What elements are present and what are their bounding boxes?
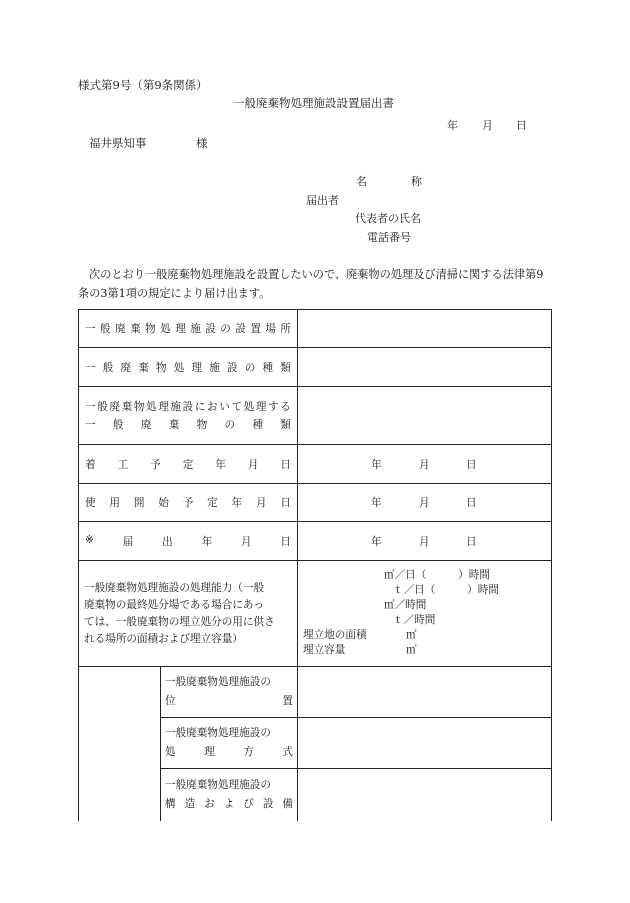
notification-table — [78, 309, 552, 821]
value-start-date[interactable] — [298, 445, 552, 484]
row-label-filing-date — [79, 522, 298, 561]
addressee-suffix: 様 — [196, 136, 208, 150]
landfill-volume-label: 埋立容量 — [303, 644, 346, 656]
row-label-facility-type — [79, 348, 298, 387]
label-char: 処 — [160, 323, 171, 335]
filing-year: 年 — [371, 535, 382, 548]
sub-label-method — [161, 718, 298, 769]
label-char: 始 — [158, 497, 169, 509]
label-waste-type-line-1 — [85, 398, 291, 416]
label-char: 処 — [173, 361, 185, 374]
value-location[interactable] — [298, 310, 552, 348]
use-month: 月 — [419, 497, 430, 509]
value-structure[interactable] — [298, 769, 552, 821]
row-label-capacity — [79, 561, 298, 667]
value-filing-date[interactable] — [298, 522, 552, 561]
label-char: よ — [223, 797, 235, 810]
label-char: 物 — [133, 400, 145, 413]
applicant-name-label-2: 称 — [411, 175, 422, 188]
value-waste-type[interactable] — [298, 387, 552, 445]
label-char: 設 — [182, 400, 194, 413]
label-char: の — [224, 418, 236, 431]
value-use-date[interactable] — [298, 484, 552, 522]
filing-month: 月 — [419, 535, 430, 548]
label-waste-type-line-2 — [85, 416, 291, 434]
label-char: 処 — [146, 400, 157, 413]
label-char: 構 — [165, 797, 176, 810]
applicant-label: 届出者 — [306, 194, 339, 207]
applicant-name-label-1: 名 — [356, 175, 367, 188]
label-location — [85, 321, 291, 336]
date-month: 月 — [482, 119, 493, 132]
label-char: お — [204, 797, 215, 810]
table-row — [79, 522, 552, 561]
label-char: 般 — [97, 400, 108, 413]
date-year: 年 — [447, 119, 458, 132]
label-char: い — [219, 400, 230, 413]
label-char: 設 — [262, 797, 274, 810]
form-number: 様式第9号（第9条関係） — [78, 78, 208, 92]
row-label-location — [79, 310, 298, 348]
representative-label: 代表者の氏名 — [355, 212, 421, 225]
page-title: 一般廃棄物処理施設設置届出書 — [233, 96, 394, 110]
label-char: 施 — [190, 323, 201, 335]
row-label-waste-type — [79, 387, 298, 445]
value-position[interactable] — [298, 667, 552, 718]
label-char: 予 — [150, 458, 161, 471]
label-char: 月 — [240, 535, 252, 548]
table-row — [79, 445, 552, 484]
filing-day: 日 — [466, 535, 477, 548]
table-row — [79, 667, 552, 718]
label-char: 位 — [165, 695, 176, 707]
label-char: 理 — [204, 746, 215, 758]
label-char: 物 — [196, 418, 208, 431]
sub-structure-line-1: 一般廃棄物処理施設の — [165, 778, 271, 791]
start-day: 日 — [466, 458, 477, 471]
value-method[interactable] — [298, 718, 552, 769]
label-char: 使 — [85, 497, 96, 509]
label-char: 定 — [182, 458, 194, 471]
table-row — [79, 561, 552, 667]
addressee-name: 福井県知事 — [89, 136, 147, 150]
label-char: 月 — [255, 497, 267, 509]
label-char: 理 — [191, 361, 203, 374]
table-row — [79, 387, 552, 445]
label-char: 年 — [231, 497, 243, 509]
label-use-date — [85, 495, 291, 510]
row-label-use-date — [79, 484, 298, 522]
landfill-area-unit: ㎡ — [406, 629, 417, 641]
label-char: 所 — [280, 323, 291, 335]
use-year: 年 — [371, 497, 382, 509]
label-char: す — [268, 400, 279, 413]
label-char: 日 — [280, 497, 291, 509]
label-char: 処 — [165, 746, 176, 758]
label-char: 類 — [280, 418, 291, 431]
label-char: 一 — [85, 418, 96, 431]
label-char: 施 — [170, 400, 182, 413]
label-char: 廃 — [115, 323, 126, 335]
capacity-line-4: れる場所の面積および埋立容量） — [84, 632, 243, 645]
capacity-line-3: ては、一般廃棄物の埋立処分の用に供さ — [84, 615, 275, 628]
label-char: 施 — [209, 361, 220, 374]
label-char: の — [244, 361, 256, 374]
label-char: 置 — [250, 323, 261, 335]
label-char: て — [231, 400, 243, 413]
label-char: 棄 — [121, 400, 133, 413]
label-char: 方 — [243, 746, 254, 758]
label-facility-type — [85, 360, 291, 375]
label-char: る — [280, 400, 291, 413]
label-char: 着 — [85, 458, 96, 471]
label-char: 開 — [133, 497, 145, 509]
sub-label-structure — [161, 769, 298, 821]
capacity-m3-hour: ㎥／時間 — [384, 599, 427, 611]
label-method-line-2 — [165, 743, 293, 762]
table-row — [79, 310, 552, 348]
label-char: 設 — [227, 361, 238, 374]
capacity-line-2: 廃棄物の最終処分場である場合にあっ — [84, 598, 264, 611]
label-char: ※ — [85, 533, 94, 546]
label-char: 届 — [122, 535, 134, 548]
label-char: 般 — [102, 361, 114, 374]
label-char: の — [220, 323, 231, 335]
label-char: 理 — [158, 400, 169, 413]
phone-label: 電話番号 — [367, 231, 411, 244]
label-char: 備 — [282, 797, 293, 810]
label-char: に — [194, 400, 206, 413]
label-char: 一 — [85, 323, 96, 335]
label-char: 工 — [117, 458, 129, 471]
sub-method-line-1: 一般廃棄物処理施設の — [165, 727, 271, 739]
label-char: 年 — [215, 458, 226, 471]
label-structure-line-2 — [165, 795, 293, 814]
label-filing-date — [85, 534, 291, 549]
label-char: 日 — [280, 535, 291, 548]
use-day: 日 — [466, 497, 477, 509]
label-char: 設 — [235, 323, 246, 335]
label-char: 物 — [156, 361, 167, 374]
label-char: 予 — [182, 497, 194, 509]
label-char: 般 — [112, 418, 124, 431]
label-char: 設 — [205, 323, 216, 335]
label-char: 種 — [262, 361, 274, 374]
label-char: 一 — [85, 400, 96, 413]
label-char: お — [207, 400, 218, 413]
label-char: 理 — [175, 323, 186, 335]
label-char: 出 — [162, 535, 173, 548]
capacity-t-day: ｔ／日（ ）時間 — [393, 584, 499, 596]
label-char: 棄 — [168, 418, 180, 431]
value-facility-type[interactable] — [298, 348, 552, 387]
label-char: 物 — [145, 323, 156, 335]
label-char: 一 — [85, 361, 96, 374]
capacity-t-hour: ｔ／時間 — [393, 614, 436, 626]
label-char: 廃 — [109, 400, 120, 413]
label-char: 式 — [282, 746, 293, 758]
label-char: 日 — [280, 458, 291, 471]
sub-label-position — [161, 667, 298, 718]
label-char: 類 — [280, 361, 291, 374]
date-day: 日 — [516, 119, 527, 132]
group-blank-cell — [79, 667, 161, 821]
label-char: 棄 — [138, 361, 149, 374]
table-row — [79, 484, 552, 522]
label-char: び — [243, 797, 254, 810]
label-char: 定 — [207, 497, 218, 509]
label-char: 置 — [282, 695, 293, 707]
label-char: 理 — [255, 400, 267, 413]
label-char: 月 — [247, 458, 259, 471]
start-year: 年 — [371, 458, 382, 471]
capacity-m3-day: ㎥／日（ ）時間 — [384, 569, 490, 581]
landfill-volume-unit: ㎥ — [406, 644, 417, 656]
label-char: 用 — [109, 497, 121, 509]
table-row — [79, 348, 552, 387]
label-char: 処 — [243, 400, 255, 413]
label-char: 種 — [252, 418, 264, 431]
sub-position-line-1: 一般廃棄物処理施設の — [165, 676, 271, 688]
landfill-area-label: 埋立地の面積 — [303, 629, 367, 641]
label-char: 年 — [201, 535, 213, 548]
value-capacity[interactable] — [298, 561, 552, 667]
label-char: 般 — [100, 323, 111, 335]
intro-paragraph: 次のとおり一般廃棄物処理施設を設置したいので、廃棄物の処理及び清掃に関する法律第9条の3第1項の規定により届け出ます。 — [78, 268, 544, 300]
capacity-line-1: 一般廃棄物処理施設の処理能力（一般 — [84, 581, 265, 594]
label-start-date — [85, 457, 291, 472]
label-char: 廃 — [120, 361, 132, 374]
row-label-start-date — [79, 445, 298, 484]
label-position-line-2 — [165, 692, 293, 711]
label-char: 廃 — [140, 418, 152, 431]
start-month: 月 — [419, 458, 430, 471]
label-char: 場 — [265, 323, 276, 335]
label-char: 造 — [184, 797, 196, 810]
label-char: 棄 — [130, 323, 141, 335]
